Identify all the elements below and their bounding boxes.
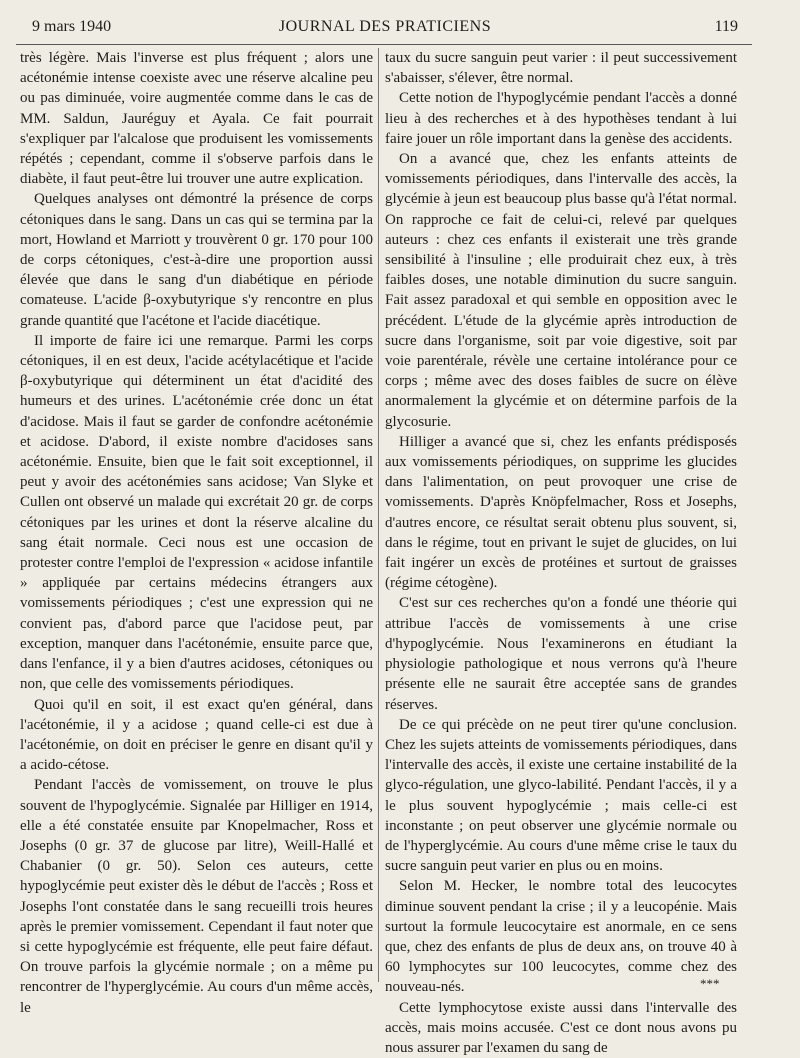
issue-date: 9 mars 1940 [32, 18, 112, 35]
running-header [32, 18, 738, 40]
paragraph: Cette notion de l'hypoglycémie pendant l'accès a donné lieu à des recherches et à des hypothèses tendant à lui faire jouer un rôle important dans la genèse des accidents. [385, 90, 737, 147]
paragraph: très légère. Mais l'inverse est plus fréquent ; alors une acétonémie intense coexiste avec une réserve alcaline peu ou pas diminuée, voire augmentée comme dans le cas de MM. Saldun, Jauréguy et Ayala. Ce fait pourrait s'expliquer par l'alcalose que produisent les vomissements répétés ; cependant, comme il s'observe parfois dans le diabète, il faut peut-être lui trouver une autre explication. [20, 50, 373, 188]
paragraph: Selon M. Hecker, le nombre total des leucocytes diminue souvent pendant la crise ; il y a leucopénie. Mais surtout la formule leucocytaire est anormale, en ce sens que, chez des enfants de plus de deux ans, on trouve 40 à 60 lymphocytes sur 100 leucocytes, comme chez des nouveau-nés. [385, 878, 737, 996]
column-divider [378, 48, 379, 982]
paragraph: taux du sucre sanguin peut varier : il peut successivement s'abaisser, s'élever, être normal. [385, 50, 737, 87]
paragraph: De ce qui précède on ne peut tirer qu'une conclusion. Chez les sujets atteints de vomissements périodiques, dans l'intervalle des accès, il existe une certaine instabilité de la glyco-régulation, une glyco-labilité. Pendant l'accès, il y a le plus souvent hypoglycémie ; mais celle-ci est inconstante ; on peut observer une glycémie normale ou de l'hyperglycémie. Au cours d'une même crise le taux du sucre sanguin peut varier en plus ou en moins. [385, 716, 737, 875]
paragraph: Quoi qu'il en soit, il est exact qu'en général, dans l'acétonémie, il y a acidose ; quand celle-ci est due à l'acétonémie, on doit en préciser le genre en disant qu'il y a acido-cétose. [20, 696, 373, 774]
page-number: 119 [714, 18, 738, 35]
paragraph: C'est sur ces recherches qu'on a fondé une théorie qui attribue l'accès de vomissements à une crise d'hypoglycémie. Nous l'examinerons en étudiant la physiologie pathologique et nous verrons qu'à l'heure présente elle ne saurait être acceptée sans de grandes réserves. [385, 595, 737, 713]
journal-title: JOURNAL DES PRATICIENS [278, 18, 492, 35]
paragraph: Pendant l'accès de vomissement, on trouve le plus souvent de l'hypoglycémie. Signalée par Hilliger en 1914, elle a été constatée ensuite par Knopelmacher, Ross et Josephs (0 gr. 37 de glucose par litre), Weill-Hallé et Chabanier (0 gr. 50). Selon ces auteurs, cette hypoglycémie peut exister dès le début de l'accès ; Ross et Josephs l'ont constatée dans le sang recueilli trois heures après le premier vomissement. Cependant il faut noter que si cette hypoglycémie est fréquente, elle peut faire défaut. On trouve parfois la glycémie normale ; on a même pu rencontrer de l'hyperglycémie. Au cours d'un même accès, le [20, 777, 373, 1016]
left-column [20, 48, 373, 1016]
paragraph: On a avancé que, chez les enfants atteints de vomissements périodiques, dans l'intervalle des accès, la glycémie à jeun est beaucoup plus basse qu'à l'état normal. On rapproche ce fait de celui-ci, relevé par quelques auteurs : chez ces enfants il existerait une très grande sensibilité à l'insuline ; elle produirait chez eux, à très faibles doses, une notable diminution du sucre sanguin. Fait assez paradoxal et qui semble en opposition avec le précédent. L'étude de la glycémie après introduction de sucre dans l'organisme, soit par voie digestive, soit par voie parentérale, révèle une certaine intolérance pour ce corps ; même avec des doses faibles de sucre on élève anormalement la glycémie et on détermine parfois de la glycosurie. [385, 151, 737, 430]
right-column [385, 48, 737, 1056]
paragraph: Cette lymphocytose existe aussi dans l'intervalle des accès, mais moins accusée. C'est ce dont nous avons pu nous assurer par l'examen du sang de [385, 999, 737, 1056]
paragraph: Hilliger a avancé que si, chez les enfants prédisposés aux vomissements périodiques, on supprime les glucides dans l'alimentation, on peut provoquer une crise de vomissements. D'après Knöpfelmacher, Ross et Josephs, d'autres encore, ce résultat serait obtenu plus souvent, si, dans le régime, tout en privant le sujet de glucides, on lui fait ingérer un excès de protéines et surtout de graisses (régime cétogène). [385, 433, 737, 592]
paragraph: Quelques analyses ont démontré la présence de corps cétoniques dans le sang. Dans un cas qui se termina par la mort, Howland et Marriott y trouvèrent 0 gr. 170 pour 100 de corps cétoniques, c'est-à-dire une proportion aussi élevée que dans le sang d'un diabétique en période comateuse. L'acide β-oxybutyrique s'y rencontre en plus grande quantité que l'acétone et l'acide diacétique. [20, 191, 373, 329]
footer-asterisks: *** [700, 976, 720, 991]
header-rule [16, 44, 752, 45]
paragraph: Il importe de faire ici une remarque. Parmi les corps cétoniques, il en est deux, l'acide acétylacétique et l'acide β-oxybutyrique qui déterminent un état d'acidité des humeurs et des urines. L'acétonémie crée donc un état d'acidose. Mais il faut se garder de confondre acétonémie et acidose. D'abord, il existe nombre d'acidoses sans acétonémie. Ensuite, bien que le fait soit exceptionnel, il peut y avoir des acétonémies sans acidose; Van Slyke et Cullen ont observé un malade qui excrétait 20 gr. de corps cétoniques par les urines et dont la réserve alcaline du sang était normale. Ceci nous est une occasion de protester contre l'emploi de l'expression « acidose infantile » appliquée par certains médecins étrangers aux vomissements périodiques ; c'est une expression qui ne convient pas, d'abord parce que l'acidose peut, par exception, manquer dans l'acétonémie, ensuite parce que, dans l'enfance, il y a bien d'autres acidoses, cétoniques ou non, que celle des vomissements périodiques. [20, 332, 373, 693]
